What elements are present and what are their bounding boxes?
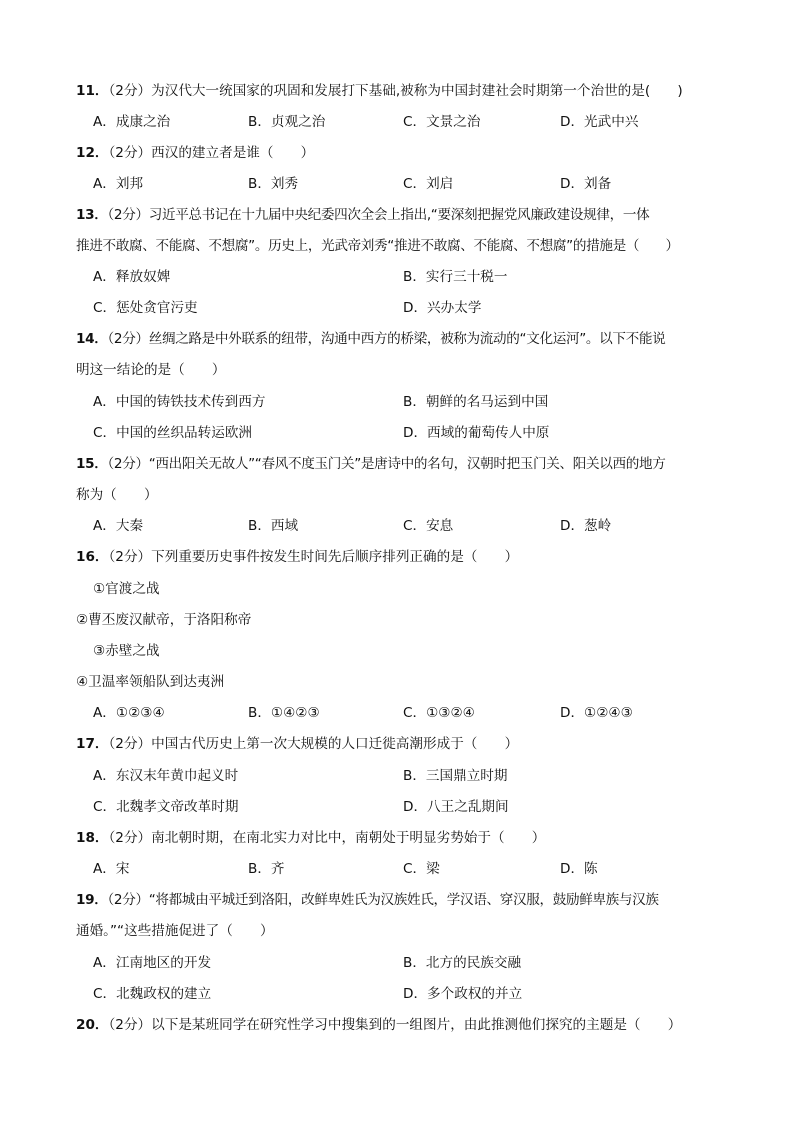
option-c: C．文景之治 <box>403 114 481 130</box>
question-text: 丝绸之路是中外联系的纽带，沟通中西方的桥梁，被称为流动的“文化运河”。以下不能说 <box>148 331 666 347</box>
question-number: 16 <box>76 549 95 565</box>
question-score: （2分） <box>107 207 149 223</box>
question-number: 17 <box>76 736 95 752</box>
option-c: C．①③②④ <box>403 705 475 721</box>
option-d: D．八王之乱期间 <box>403 799 509 815</box>
option-c: C．梁 <box>403 861 440 877</box>
option-b: B．贞观之治 <box>248 114 326 130</box>
option-b: B．齐 <box>248 861 285 877</box>
question-score: （2分） <box>107 456 149 472</box>
question-19-stem: 19．（2分）“将都城由平城迁到洛阳，改鲜卑姓氏为汉族姓氏，学汉语、穿汉服，鼓励鲜卑族与汉族 <box>76 892 659 908</box>
option-d: D．兴办太学 <box>403 300 482 316</box>
option-c: C．北魏孝文帝改革时期 <box>93 799 239 815</box>
option-a: A．释放奴婢 <box>93 269 171 285</box>
option-d: D．西域的葡萄传人中原 <box>403 425 550 441</box>
question-text: 为汉代大一统国家的巩固和发展打下基础,被称为中国封建社会时期第一个治世的是( ) <box>151 83 683 99</box>
question-13-stem: 13．（2分）习近平总书记在十九届中央纪委四次全会上指出,“要深刻把握党风廉政建设规律，一体 <box>76 207 650 223</box>
option-b: B．①④②③ <box>248 705 320 721</box>
option-b: B．西域 <box>248 518 299 534</box>
option-c: C．北魏政权的建立 <box>93 986 212 1002</box>
question-text: 中国古代历史上第一次大规模的人口迁徙高潮形成于（ ） <box>151 736 519 752</box>
question-score: （2分） <box>108 736 152 752</box>
option-d: D．刘备 <box>560 176 612 192</box>
option-a: A．中国的铸铁技术传到西方 <box>93 394 266 410</box>
option-d: D．陈 <box>560 861 598 877</box>
option-c: C．惩处贪官污吏 <box>93 300 198 316</box>
question-number: 11 <box>76 83 95 99</box>
option-a: A．宋 <box>93 861 130 877</box>
option-c: C．刘启 <box>403 176 454 192</box>
question-20-stem: 20．（2分）以下是某班同学在研究性学习中搜集到的一组图片，由此推测他们探究的主题是（ ） <box>76 1017 682 1033</box>
option-a: A．①②③④ <box>93 705 165 721</box>
question-13-stem-cont <box>76 231 726 262</box>
question-number: 13 <box>76 207 95 223</box>
question-text: 下列重要历史事件按发生时间先后顺序排列正确的是（ ） <box>151 549 519 565</box>
option-a: A．江南地区的开发 <box>93 955 212 971</box>
question-score: （2分） <box>108 1017 152 1033</box>
question-14-stem: 14．（2分）丝绸之路是中外联系的纽带，沟通中西方的桥梁，被称为流动的“文化运河”。以下不能说 <box>76 331 666 347</box>
question-17-stem: 17．（2分）中国古代历史上第一次大规模的人口迁徙高潮形成于（ ） <box>76 736 519 752</box>
question-number: 15 <box>76 456 95 472</box>
question-number: 14 <box>76 331 95 347</box>
option-b: B．朝鲜的名马运到中国 <box>403 394 549 410</box>
question-18-stem: 18．（2分）南北朝时期，在南北实力对比中，南朝处于明显劣势始于（ ） <box>76 830 546 846</box>
option-c: C．中国的丝织品转运欧洲 <box>93 425 253 441</box>
question-text: “西出阳关无故人”“春风不度玉门关”是唐诗中的名句，汉朝时把玉门关、阳关以西的地方 <box>148 456 666 472</box>
question-number: 20 <box>76 1017 95 1033</box>
option-a: A．大秦 <box>93 518 144 534</box>
question-text: 习近平总书记在十九届中央纪委四次全会上指出,“要深刻把握党风廉政建设规律，一体 <box>148 207 650 223</box>
question-number: 12 <box>76 145 95 161</box>
question-text: 以下是某班同学在研究性学习中搜集到的一组图片，由此推测他们探究的主题是（ ） <box>151 1017 682 1033</box>
option-a: A．成康之治 <box>93 114 171 130</box>
question-score: （2分） <box>107 331 149 347</box>
option-b: B．北方的民族交融 <box>403 955 522 971</box>
option-d: D．葱岭 <box>560 518 612 534</box>
question-text: 西汉的建立者是谁（ ） <box>151 145 315 161</box>
sub-item-2: ②曹丕废汉献帝，于洛阳称帝 <box>76 612 252 628</box>
question-12-stem: 12．（2分）西汉的建立者是谁（ ） <box>76 145 315 161</box>
option-b: B．实行三十税一 <box>403 269 508 285</box>
question-text: “将都城由平城迁到洛阳，改鲜卑姓氏为汉族姓氏，学汉语、穿汉服，鼓励鲜卑族与汉族 <box>148 892 659 908</box>
question-score: （2分） <box>108 830 152 846</box>
question-text: 推进不敢腐、不能腐、不想腐”。历史上，光武帝刘秀“推进不敢腐、不能腐、不想腐”的措施是（ ） <box>76 238 679 254</box>
option-d: D．多个政权的并立 <box>403 986 523 1002</box>
question-19-stem-cont <box>76 916 726 947</box>
sub-item-4: ④卫温率领船队到达夷洲 <box>76 674 225 690</box>
question-11-stem: 11．（2分）为汉代大一统国家的巩固和发展打下基础,被称为中国封建社会时期第一个治世的是( ) <box>76 83 683 99</box>
option-d: D．①②④③ <box>560 705 633 721</box>
question-score: （2分） <box>108 83 152 99</box>
question-text: 通婚。”“这些措施促进了（ ） <box>76 923 274 939</box>
question-14-stem-cont <box>76 355 726 386</box>
question-text: 南北朝时期，在南北实力对比中，南朝处于明显劣势始于（ ） <box>151 830 546 846</box>
option-a: A．东汉末年黄巾起义时 <box>93 768 239 784</box>
option-c: C．安息 <box>403 518 454 534</box>
option-d: D．光武中兴 <box>560 114 639 130</box>
question-score: （2分） <box>107 892 149 908</box>
sub-item-3: ③赤壁之战 <box>93 643 160 659</box>
question-score: （2分） <box>108 549 152 565</box>
option-b: B．刘秀 <box>248 176 299 192</box>
question-number: 19 <box>76 892 95 908</box>
question-number: 18 <box>76 830 95 846</box>
question-16-stem: 16．（2分）下列重要历史事件按发生时间先后顺序排列正确的是（ ） <box>76 549 519 565</box>
question-text: 明这一结论的是（ ） <box>76 362 226 378</box>
question-score: （2分） <box>108 145 152 161</box>
question-text: 称为（ ） <box>76 487 158 503</box>
question-15-stem-cont <box>76 480 726 511</box>
question-15-stem: 15．（2分）“西出阳关无故人”“春风不度玉门关”是唐诗中的名句，汉朝时把玉门关、阳关以西的地方 <box>76 456 666 472</box>
option-a: A．刘邦 <box>93 176 144 192</box>
sub-item-1: ①官渡之战 <box>93 581 160 597</box>
option-b: B．三国鼎立时期 <box>403 768 508 784</box>
